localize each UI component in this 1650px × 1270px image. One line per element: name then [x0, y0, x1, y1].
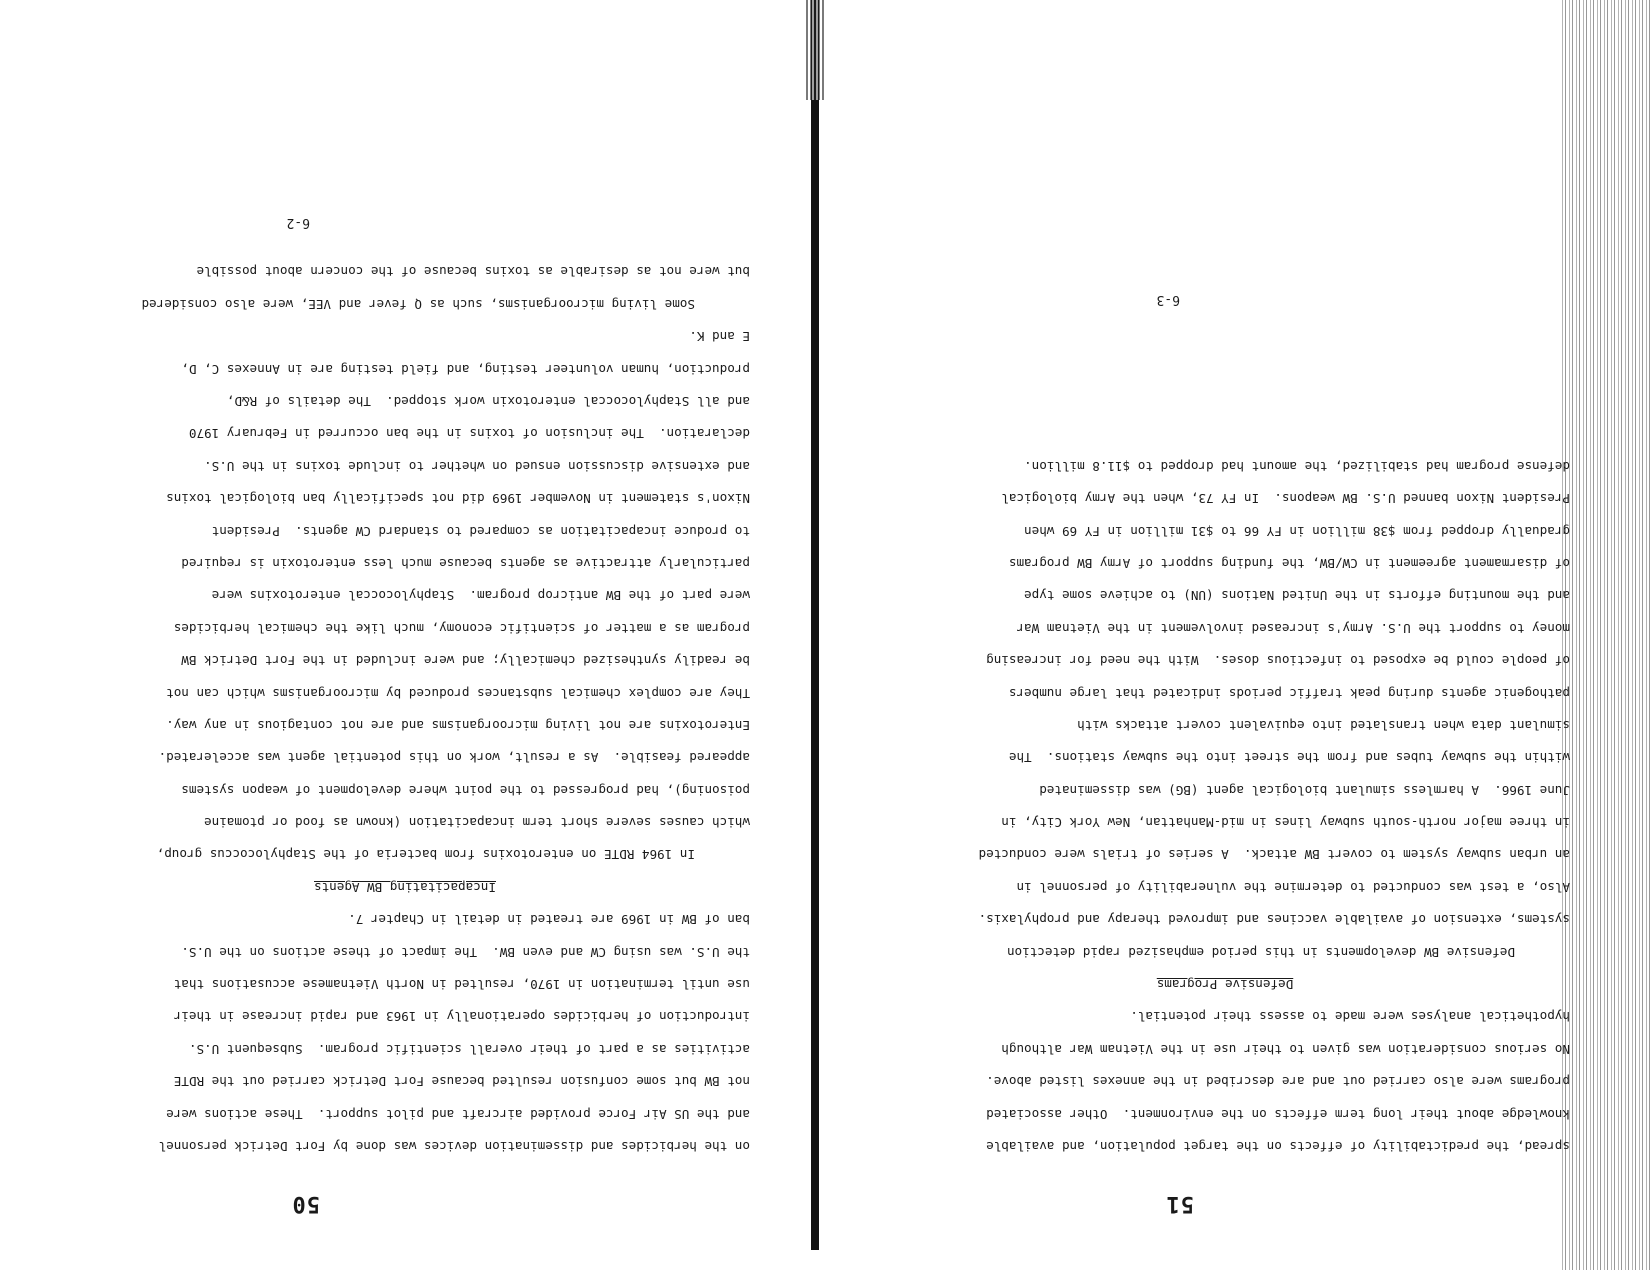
text-line: in three major north-south subway lines in mid-Manhattan, New York City, in — [1001, 815, 1570, 831]
page-footer-number: 6-2 — [286, 215, 310, 230]
text-line: an urban subway system to covert BW attack. A series of trials were conducted — [978, 847, 1570, 863]
text-line: of people could be exposed to infectious doses. With the need for increasing — [986, 653, 1570, 669]
page-50 — [0, 0, 790, 1270]
text-line: President Nixon banned U.S. BW weapons. In FY 73, when the Army biological — [1001, 491, 1570, 507]
page-number: 50 — [291, 1191, 320, 1216]
text-line: of disarmament agreement in CW/BW, the funding support of Army BW programs — [1008, 555, 1570, 571]
text-line: spread, the predictability of effects on the target population, and available — [986, 1139, 1570, 1154]
text-line: Also, a test was conducted to determine the vulnerability of personnel in — [1016, 879, 1570, 895]
text-line: and the mounting efforts in the United Nations (UN) to achieve some type — [1024, 588, 1570, 604]
page-body-text — [20, 255, 750, 1162]
page-number: 51 — [1165, 1191, 1194, 1216]
text-line: on the herbicides and dissemination devices was done by Fort Detrick personnel — [158, 1139, 750, 1154]
page-footer-number: 6-3 — [1156, 292, 1180, 307]
text-line: poisoning), had progressed to the point where development of weapon systems — [181, 782, 750, 798]
text-line: gradually dropped from $38 million in FY 66 to $31 million in FY 69 when — [1024, 523, 1570, 539]
section-heading: Defensive Programs — [1156, 977, 1294, 993]
text-line: but were not as desirable as toxins because of the concern about possible — [196, 264, 750, 280]
text-line: and extensive discussion ensued on whether to include toxins in the U.S. — [204, 458, 750, 474]
text-line: and all Staphylococcal enterotoxin work stopped. The details of R&D, — [226, 394, 750, 410]
text-line: program as a matter of scientific economy, much like the chemical herbicides — [173, 620, 750, 636]
text-line: hypothetical analyses were made to assess their potential. — [1130, 1009, 1570, 1025]
text-line: production, human volunteer testing, and field testing are in Annexes C, D, — [181, 361, 750, 377]
text-line: were part of the BW anticrop program. Staphylococcal enterotoxins were — [211, 588, 750, 604]
text-line: Enterotoxins are not living microorganisms and are not contagious in any way. — [166, 717, 750, 733]
text-line: Defensive BW developments in this period emphasized rapid detection — [1007, 944, 1515, 960]
text-line: use until termination in 1970, resulted in North Vietnamese accusations that — [173, 977, 750, 993]
text-line: activities as a part of their overall scientific program. Subsequent U.S. — [188, 1041, 750, 1057]
text-line: simulant data when translated into equivalent covert attacks with — [1077, 717, 1570, 733]
text-line: the U.S. was using CW and even BW. The impact of these actions on the U.S. — [181, 944, 750, 960]
section-heading: Incapacitating BW Agents — [314, 879, 496, 895]
text-line: and the US Air Force provided aircraft and pilot support. These actions were — [166, 1106, 750, 1122]
text-line: Nixon's statement in November 1969 did not specifically ban biological toxins — [166, 491, 750, 507]
text-line: defense program had stabilized, the amount had dropped to $11.8 million. — [1024, 458, 1570, 474]
text-line: introduction of herbicides operationally in 1963 and rapid increase in their — [173, 1009, 750, 1025]
text-line: not BW but some confusion resulted because Fort Detrick carried out the RDTE — [173, 1074, 750, 1090]
text-line: systems, extension of available vaccines and improved therapy and prophylaxis. — [978, 912, 1570, 928]
text-line: declaration. The inclusion of toxins in the ban occurred in February 1970 — [188, 426, 750, 442]
page-51 — [810, 0, 1650, 1270]
text-line: which causes severe short term incapacitation (known as food or ptomaine — [204, 815, 750, 831]
text-line: knowledge about their long term effects on the environment. Other associated — [986, 1106, 1570, 1122]
text-line: be readily synthesized chemically; and were included in the Fort Detrick BW — [181, 653, 750, 669]
text-line: No serious consideration was given to their use in the Vietnam War although — [1001, 1041, 1570, 1057]
text-line: Some living microorganisms, such as Q fever and VEE, were also considered — [141, 296, 695, 312]
text-line: appeared feasible. As a result, work on this potential agent was accelerated. — [158, 750, 750, 766]
text-line: They are complex chemical substances produced by microorganisms which can not — [166, 685, 750, 701]
text-line: within the subway tubes and from the street into the subway stations. The — [1008, 750, 1570, 766]
page-body-text — [880, 449, 1570, 1162]
text-line: June 1966. A harmless simulant biological agent (BG) was disseminated — [1039, 782, 1570, 798]
text-line: to produce incapacitation as compared to standard CW agents. President — [211, 523, 750, 539]
text-line: E and K. — [689, 329, 750, 345]
text-line: particularly attractive as agents because much less enterotoxin is required — [181, 555, 750, 571]
text-line: pathogenic agents during peak traffic periods indicated that large numbers — [1008, 685, 1570, 701]
text-line: In 1964 RDTE on enterotoxins from bacteria of the Staphylococcus group, — [156, 847, 695, 863]
text-line: money to support the U.S. Army's increased involvement in the Vietnam War — [1016, 620, 1570, 636]
text-line: ban of BW in 1969 are treated in detail in Chapter 7. — [348, 912, 750, 928]
text-line: programs were also carried out and are described in the annexes listed above. — [986, 1074, 1570, 1090]
